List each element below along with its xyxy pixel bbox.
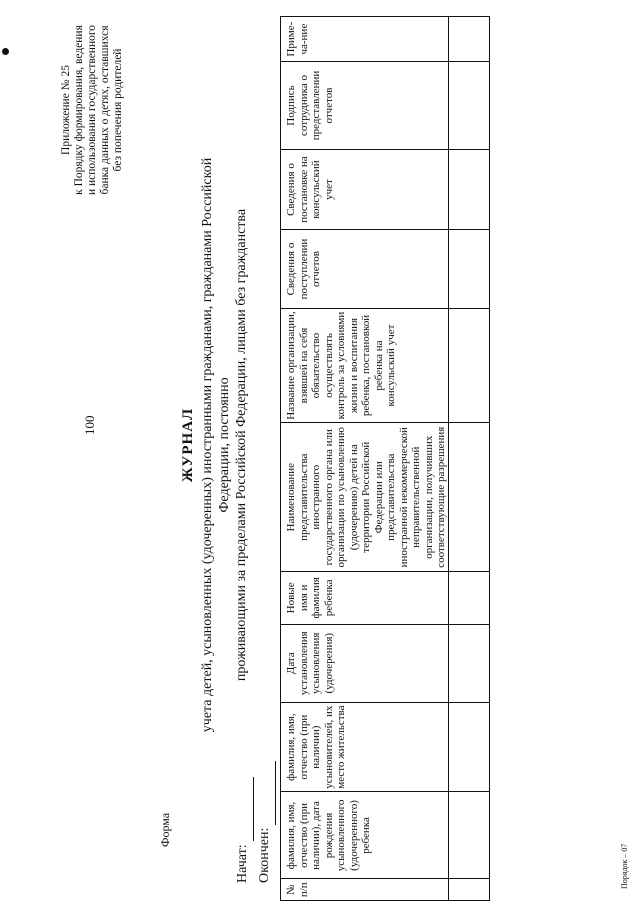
journal-subtitle-line-2: проживающими за пределами Российской Федерации, лицами без гражданства [234,208,249,682]
page-number: 100 [82,415,97,435]
col-consular-registration: Сведения о постановке на консульский учет [281,149,449,230]
appendix-line-5: без попечения родителей [112,48,124,172]
col-control-organization: Название организации, взявшей на себя обязательство осуществлять контроль за условиями жизни и воспитания ребенка, постановкой ребенка на консульский учет [281,308,449,423]
appendix-line-2: к Порядку формирования, ведения [73,25,85,195]
appendix-header [60,0,125,225]
end-date-line [261,761,276,825]
end-date-row [254,761,276,883]
col-adoption-date: Дата установления усыновления (удочерения) [281,624,449,702]
start-date-row [232,761,254,883]
journal-dates [232,761,276,883]
col-adopters: фамилия, имя, отчество (при наличии) усыновителей, их место жительства [281,702,449,792]
appendix-line-1: Приложение № 25 [60,65,72,155]
start-date-line [239,777,254,841]
col-employee-signature: Подпись сотрудника о представлении отчетов [281,62,449,149]
title-block [180,135,250,755]
appendix-line-3: и использования государственного [86,24,98,196]
end-label: Окончен: [257,827,272,883]
journal-subtitle-line-1: учета детей, усыновленных (удочеренных) иностранными гражданами, гражданами Российской Федерации, постоянно [200,157,232,733]
col-notes: Приме-ча-ние [281,17,449,62]
punch-hole-mark [2,48,9,55]
col-child-name: фамилия, имя, отчество (при наличии), дата рождения усыновленного (удочеренного) ребенка [281,792,449,879]
form-label: Форма [158,812,172,847]
footer-code: Порядок – 07 [620,843,629,889]
journal-title: ЖУРНАЛ [180,407,196,483]
col-reports-received: Сведения о поступлении отчетов [281,230,449,308]
col-representative-office: Наименование представительства иностранного государственного органа или организации по усыновлению (удочерению) детей на территории Российской Федерации или представительства иностранной некоммерческой неправительственной организации, получивших соответствующие разрешения [281,423,449,572]
start-label: Начат: [235,844,250,883]
col-number: № п/п [281,879,449,901]
journal-table [280,16,490,901]
table-header-row [281,17,449,901]
appendix-line-4: банка данных о детях, оставшихся [99,25,111,195]
col-new-name: Новые имя и фамилия ребенка [281,572,449,625]
table-row [448,17,489,901]
